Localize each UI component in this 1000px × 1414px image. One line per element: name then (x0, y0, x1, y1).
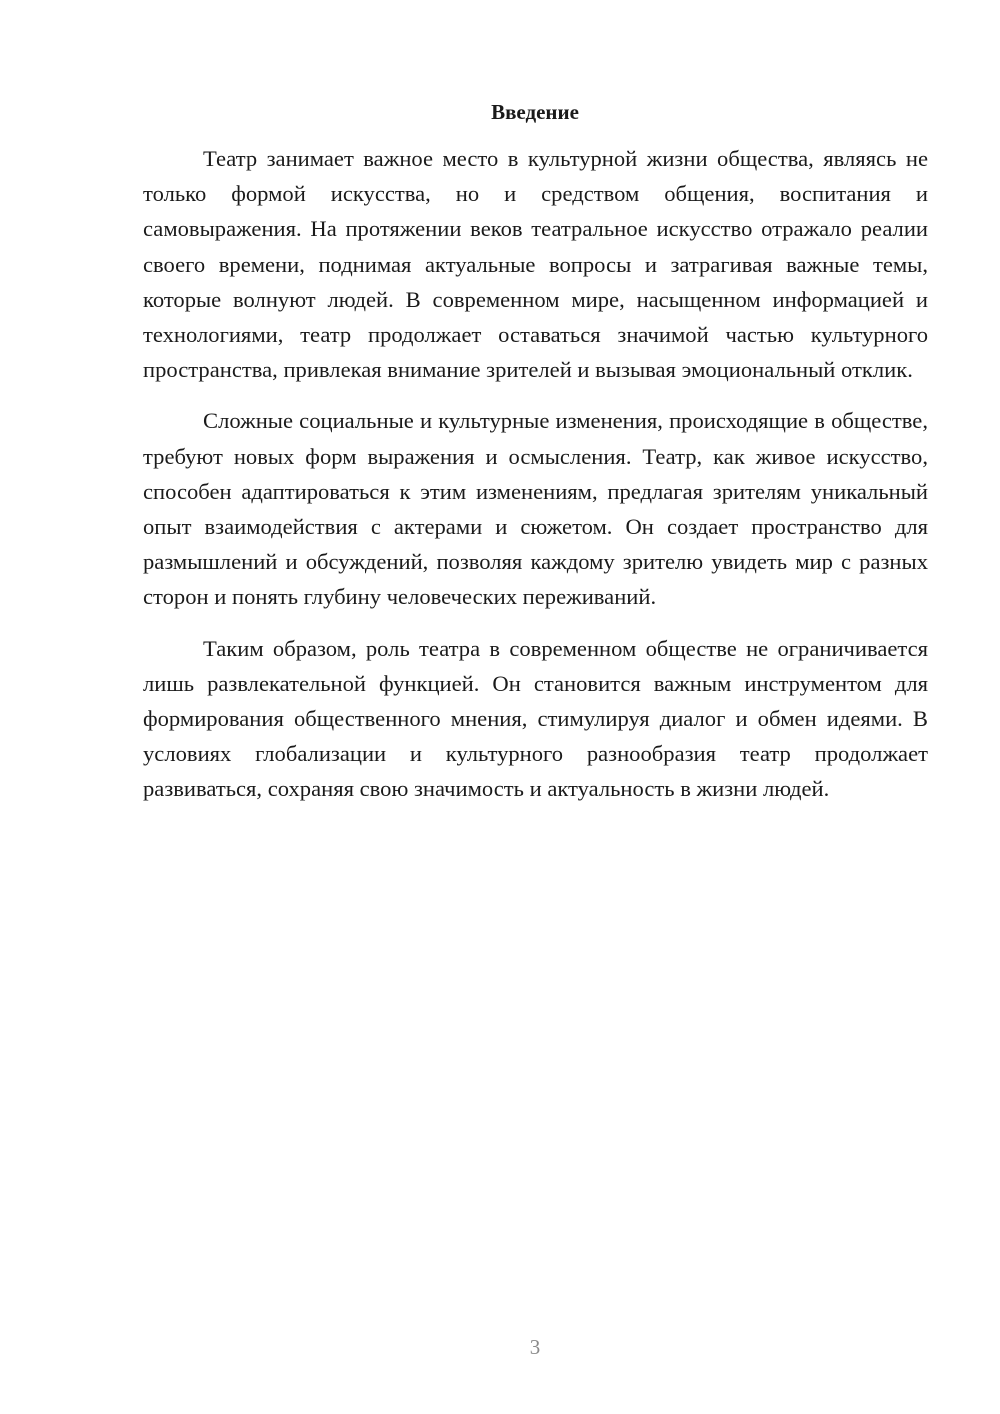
body-text (143, 141, 928, 823)
page-number: 3 (529, 1335, 541, 1359)
paragraph: Театр занимает важное место в культурной жизни общества, являясь не только формой искусства, но и средством общения, воспитания и самовыражения. На протяжении веков театральное искусство отражало реалии своего времени, поднимая актуальные вопросы и затрагивая важные темы, которые волнуют людей. В современном мире, насыщенном информацией и технологиями, театр продолжает оставаться значимой частью культурного пространства, привлекая внимание зрителей и вызывая эмоциональный отклик. (143, 146, 928, 383)
paragraph: Сложные социальные и культурные изменения, происходящие в обществе, требуют новых форм выражения и осмысления. Театр, как живое искусство, способен адаптироваться к этим изменениям, предлагая зрителям уникальный опыт взаимодействия с актерами и сюжетом. Он создает пространство для размышлений и обсуждений, позволяя каждому зрителю увидеть мир с разных сторон и понять глубину человеческих переживаний. (143, 408, 928, 610)
paragraph: Таким образом, роль театра в современном обществе не ограничивается лишь развлекательной функцией. Он становится важным инструментом для формирования общественного мнения, стимулируя диалог и обмен идеями. В условиях глобализации и культурного разнообразия театр продолжает развиваться, сохраняя свою значимость и актуальность в жизни людей. (143, 635, 928, 802)
section-heading: Введение (491, 100, 579, 124)
